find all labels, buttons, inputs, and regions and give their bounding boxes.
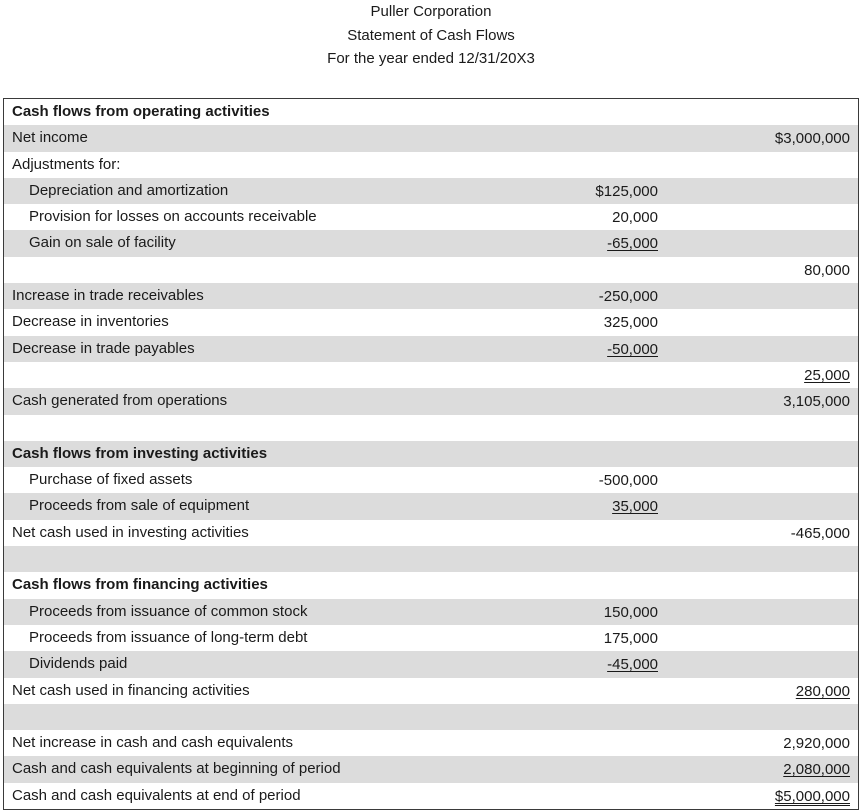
subtotal-amount-value: -65,000 — [607, 235, 658, 253]
statement-row — [4, 309, 858, 335]
total-amount — [796, 678, 850, 704]
statement-row — [4, 125, 858, 151]
company-name: Puller Corporation — [370, 3, 492, 20]
total-amount — [783, 388, 850, 414]
line-item-label: Proceeds from issuance of long-term debt — [29, 628, 308, 646]
statement-row — [4, 152, 858, 178]
subtotal-amount-value: -50,000 — [607, 340, 658, 358]
subtotal-amount — [604, 625, 658, 651]
spacer-row — [4, 415, 858, 441]
spacer-row — [4, 257, 858, 283]
statement-row — [4, 230, 858, 256]
line-item-label: Purchase of fixed assets — [29, 471, 193, 489]
spacer-row — [4, 704, 858, 730]
total-amount — [783, 756, 850, 782]
line-item-label: Net cash used in investing activities — [12, 523, 249, 541]
subtotal-amount — [599, 467, 658, 493]
section-heading-row — [4, 99, 858, 125]
subtotal-amount — [607, 336, 658, 362]
subtotal-amount-value: -500,000 — [598, 472, 658, 490]
line-item-label: Cash generated from operations — [12, 392, 228, 410]
line-item-label: Increase in trade receivables — [12, 287, 204, 305]
line-item-label: Decrease in trade payables — [12, 339, 195, 357]
total-amount-value: 80,000 — [804, 261, 850, 279]
statement-row — [4, 625, 858, 651]
line-item-label: Provision for losses on accounts receivable — [29, 208, 317, 226]
subtotal-amount-value: -250,000 — [598, 288, 658, 306]
total-amount-value: $5,000,000 — [774, 787, 850, 805]
statement-row — [4, 678, 858, 704]
subtotal-amount-value: 150,000 — [603, 603, 658, 621]
line-item-label: Net increase in cash and cash equivalents — [12, 734, 294, 752]
total-amount — [804, 362, 850, 388]
line-item-label: Net cash used in financing activities — [12, 681, 250, 699]
statement-row — [4, 493, 858, 519]
total-amount — [783, 730, 850, 756]
total-amount-value: 2,080,000 — [783, 761, 850, 779]
line-item-label: Decrease in inventories — [12, 313, 169, 331]
total-amount-value: 25,000 — [804, 366, 850, 384]
statement-row — [4, 283, 858, 309]
subtotal-amount-value: 20,000 — [612, 209, 658, 227]
total-amount-value: 2,920,000 — [783, 735, 850, 753]
subtotal-amount — [599, 283, 658, 309]
section-heading: Cash flows from financing activities — [12, 576, 268, 594]
line-item-label: Depreciation and amortization — [29, 181, 229, 199]
statement-row — [4, 520, 858, 546]
total-amount — [791, 520, 850, 546]
total-amount-value: $3,000,000 — [774, 130, 850, 148]
subtotal-amount — [595, 178, 658, 204]
subtotal-amount — [607, 651, 658, 677]
line-item-label: Proceeds from issuance of common stock — [29, 602, 308, 620]
section-heading-row — [4, 572, 858, 598]
statement-row — [4, 204, 858, 230]
subtotal-amount-value: $125,000 — [595, 182, 658, 200]
statement-row — [4, 783, 858, 809]
spacer-row — [4, 362, 858, 388]
cash-flow-table — [3, 98, 859, 810]
section-heading: Cash flows from investing activities — [12, 444, 268, 462]
subtotal-amount — [612, 204, 658, 230]
subtotal-amount — [612, 493, 658, 519]
statement-row — [4, 599, 858, 625]
subtotal-amount-value: 325,000 — [603, 314, 658, 332]
line-item-label: Dividends paid — [29, 655, 128, 673]
subtotal-amount-value: 35,000 — [612, 498, 658, 516]
line-item-label: Adjustments for: — [12, 155, 121, 173]
total-amount — [775, 783, 850, 809]
section-heading: Cash flows from operating activities — [12, 103, 270, 120]
statement-row — [4, 730, 858, 756]
line-item-label: Net income — [12, 129, 88, 147]
spacer-row — [4, 546, 858, 572]
subtotal-amount — [604, 599, 658, 625]
total-amount — [775, 125, 850, 151]
total-amount-value: 3,105,000 — [783, 393, 850, 411]
statement-row — [4, 388, 858, 414]
statement-row — [4, 178, 858, 204]
statement-header — [0, 0, 862, 71]
subtotal-amount — [604, 309, 658, 335]
section-heading-row — [4, 441, 858, 467]
line-item-label: Gain on sale of facility — [29, 234, 176, 252]
line-item-label: Cash and cash equivalents at beginning of period — [12, 760, 341, 778]
subtotal-amount — [607, 230, 658, 256]
statement-row — [4, 651, 858, 677]
total-amount-value: -465,000 — [790, 524, 850, 542]
statement-row — [4, 756, 858, 782]
subtotal-amount-value: -45,000 — [607, 656, 658, 674]
statement-row — [4, 336, 858, 362]
statement-period: For the year ended 12/31/20X3 — [327, 50, 535, 67]
statement-row — [4, 467, 858, 493]
subtotal-amount-value: 175,000 — [603, 629, 658, 647]
total-amount-value: 280,000 — [795, 682, 850, 700]
line-item-label: Cash and cash equivalents at end of period — [12, 786, 301, 804]
statement-title: Statement of Cash Flows — [347, 26, 515, 44]
line-item-label: Proceeds from sale of equipment — [29, 497, 250, 515]
total-amount — [804, 257, 850, 283]
